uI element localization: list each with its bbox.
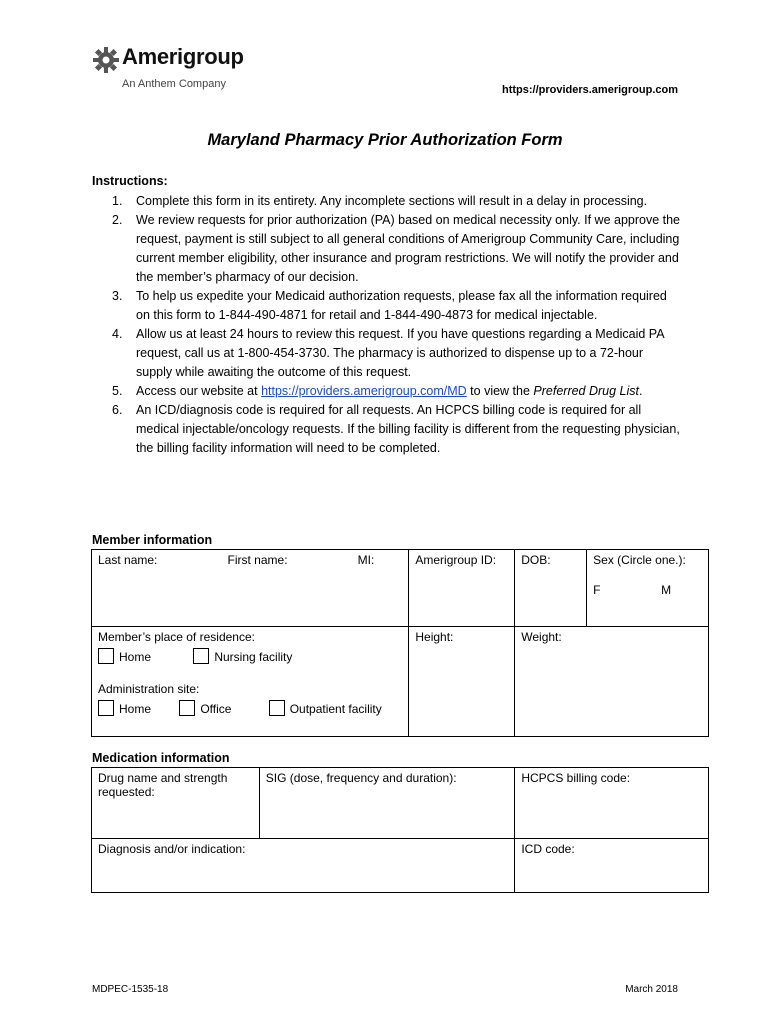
first-name-label: First name:: [227, 553, 288, 567]
drug-name-cell[interactable]: [92, 768, 260, 839]
icd-cell[interactable]: [515, 839, 709, 893]
instruction-item: 2. We review requests for prior authorization (PA) based on medical necessity only. If we approve the request, payment is still subject to all general conditions of Amerigroup Community Care, including current member eligibility, other insurance and program restrictions. We will notify the provider and the member’s pharmacy of our decision.: [112, 213, 681, 284]
instruction-item: 5. Access our website at https://providers.amerigroup.com/MD to view the Preferred Drug List.: [112, 384, 643, 398]
admin-site-label: Administration site:: [98, 682, 200, 696]
instructions-list: [92, 192, 682, 458]
residence-label: Member’s place of residence:: [98, 630, 255, 644]
form-id: MDPEC-1535-18: [92, 984, 169, 995]
admin-outpatient-checkbox[interactable]: [269, 700, 285, 716]
logo-gear-icon: [92, 46, 120, 74]
instruction-item: 1. Complete this form in its entirety. Any incomplete sections will result in a delay in processing.: [112, 194, 648, 208]
instructions-heading: Instructions:: [92, 174, 168, 188]
sex-label: Sex (Circle one.):: [593, 553, 686, 567]
instruction-item: 6. An ICD/diagnosis code is required for all requests. An HCPCS billing code is required for all medical injectable/oncology requests. If the billing facility is different from the requesting physician, the billing facility information will need to be completed.: [112, 403, 680, 455]
instruction-item: 3. To help us expedite your Medicaid authorization requests, please fax all the information required on this form to 1-844-490-4871 for retail and 1-844-490-4873 for medical injectable.: [112, 289, 667, 322]
diagnosis-cell[interactable]: [92, 839, 515, 893]
sig-cell[interactable]: [259, 768, 515, 839]
weight-label: Weight:: [521, 630, 562, 644]
admin-home-checkbox[interactable]: [98, 700, 114, 716]
logo-tagline: An Anthem Company: [122, 78, 226, 90]
logo-wordmark: Amerigroup: [122, 44, 244, 69]
form-title: Maryland Pharmacy Prior Authorization Form: [207, 131, 563, 149]
sig-label: SIG (dose, frequency and duration):: [265, 771, 457, 785]
preferred-drug-list-link[interactable]: https://providers.amerigroup.com/MD: [261, 384, 467, 398]
medication-info-heading: Medication information: [92, 751, 230, 765]
amerigroup-logo: [92, 44, 262, 96]
amerigroup-id-label: Amerigroup ID:: [415, 553, 497, 567]
hcpcs-cell[interactable]: [515, 768, 709, 839]
drug-name-label: Drug name and strength requested:: [98, 771, 228, 799]
weight-cell[interactable]: [515, 627, 709, 737]
height-label: Height:: [415, 630, 454, 644]
member-info-heading: Member information: [92, 533, 213, 547]
sex-cell[interactable]: [587, 550, 709, 627]
instruction-item: 4. Allow us at least 24 hours to review this request. If you have questions regarding a Medicaid PA request, call us at 1-800-454-3730. The pharmacy is authorized to dispense up to a 72-hour supply while awaiting the outcome of this request.: [112, 327, 664, 379]
residence-admin-cell: Member’s place of residence: Home Nursing facility Administration site: Home Office Outpatient facility: [92, 627, 409, 737]
admin-office-checkbox[interactable]: [179, 700, 195, 716]
residence-nursing-checkbox[interactable]: [193, 648, 209, 664]
hcpcs-label: HCPCS billing code:: [521, 771, 631, 785]
residence-home-checkbox[interactable]: [98, 648, 114, 664]
icd-label: ICD code:: [521, 842, 575, 856]
sex-m-option[interactable]: M: [661, 583, 672, 597]
height-cell[interactable]: [409, 627, 515, 737]
diagnosis-label: Diagnosis and/or indication:: [98, 842, 246, 856]
form-date: March 2018: [625, 984, 678, 995]
mi-label: MI:: [357, 553, 375, 567]
dob-label: DOB:: [521, 553, 551, 567]
medication-info-table: [91, 767, 709, 893]
dob-cell[interactable]: [515, 550, 587, 627]
last-name-label: Last name:: [98, 553, 158, 567]
member-info-table: [91, 549, 709, 737]
amerigroup-id-cell[interactable]: [409, 550, 515, 627]
site-url: https://providers.amerigroup.com: [501, 84, 678, 96]
member-name-cell[interactable]: [92, 550, 409, 627]
sex-f-option[interactable]: F: [593, 583, 601, 597]
